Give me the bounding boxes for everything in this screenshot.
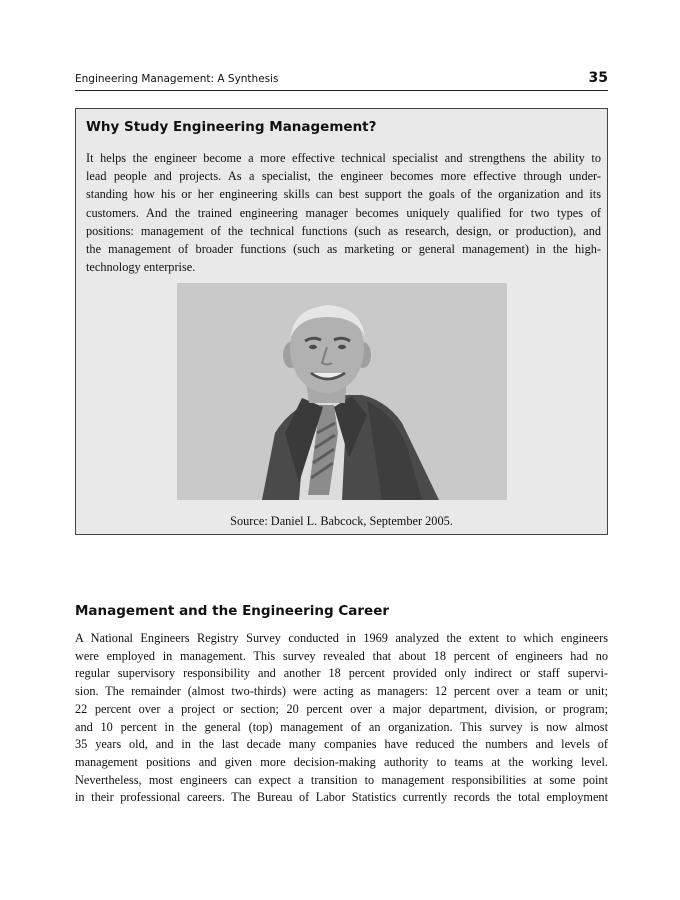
sidebar-box — [75, 108, 608, 535]
body-line: were employed in management. This survey revealed that about 18 percent of engineers had no — [75, 648, 608, 663]
page-number: 35 — [588, 70, 608, 86]
body-paragraph — [75, 630, 608, 807]
body-line: regular supervisory responsibility and another 18 percent provided only indirect or staff supervi- — [75, 666, 608, 681]
box-line: lead people and projects. As a specialist, the engineer becomes more effective through under- — [86, 169, 601, 184]
body-line: 22 percent over a project or section; 20 percent over a major department, division, or program; — [75, 701, 608, 716]
box-line: customers. And the trained engineering manager becomes uniquely qualified for two types of — [86, 205, 601, 220]
body-line: 35 years old, and in the last decade many companies have reduced the numbers and levels of — [75, 737, 608, 752]
box-line: technology enterprise. — [86, 260, 196, 275]
box-line: positions: management of the technical functions (such as research, design, or production), and — [86, 223, 601, 238]
box-line: standing how his or her engineering skills can best support the goals of the organization and its — [86, 187, 601, 202]
body-line: and 10 percent in the general (top) management of an organization. This survey is now almost — [75, 719, 608, 734]
portrait-illustration — [177, 283, 507, 500]
body-line: in their professional careers. The Bureau of Labor Statistics currently records the total employment — [75, 790, 608, 805]
portrait-photo — [177, 283, 507, 500]
running-title: Engineering Management: A Synthesis — [75, 73, 279, 85]
running-header — [75, 72, 608, 91]
body-line: sion. The remainder (almost two-thirds) were acting as managers: 12 percent over a team or unit; — [75, 684, 608, 699]
body-line: A National Engineers Registry Survey conducted in 1969 analyzed the extent to which engineers — [75, 631, 608, 645]
box-line: the management of broader functions (such as marketing or general management) in the high- — [86, 242, 601, 257]
section-heading: Management and the Engineering Career — [75, 603, 390, 619]
body-line: Nevertheless, most engineers can expect a transition to management responsibilities at some point — [75, 772, 608, 787]
body-line: management positions and given more decision-making authority to teams at the working level. — [75, 754, 608, 769]
box-title: Why Study Engineering Management? — [86, 119, 377, 135]
box-paragraph — [86, 149, 601, 276]
box-line: It helps the engineer become a more effective technical specialist and strengthens the ability to — [86, 151, 601, 165]
photo-caption: Source: Daniel L. Babcock, September 2005. — [230, 514, 453, 528]
